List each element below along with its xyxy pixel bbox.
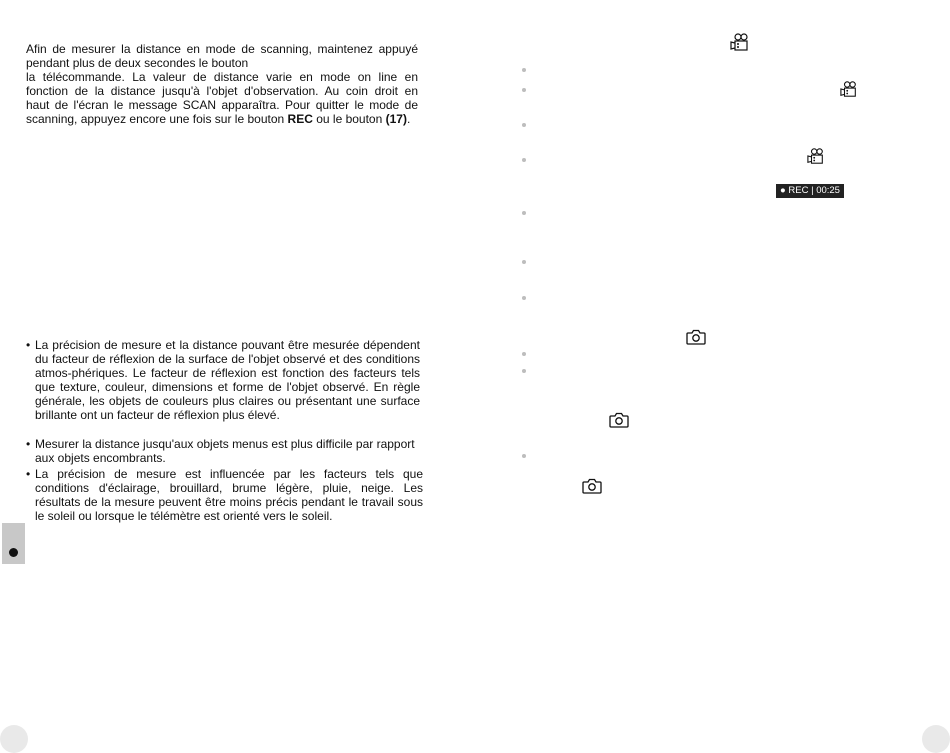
rec-keyword: REC — [287, 112, 313, 126]
scan-line-1: Afin de mesurer la distance en mode de scanning, maintenez appuyé — [26, 42, 418, 56]
scan-paragraph — [26, 42, 418, 126]
note-item-3 — [26, 467, 423, 523]
list-bullet — [522, 123, 526, 127]
rec-status-badge: ● REC | 00:25 — [776, 184, 844, 198]
scan-line-4: fonction de la distance jusqu'à l'objet d'observation. Au coin droit en — [26, 84, 418, 98]
video-camera-icon — [807, 147, 825, 165]
bullet-icon: • — [26, 437, 31, 451]
note-text-2: Mesurer la distance jusqu'aux objets menus est plus difficile par rapport aux objets encombrants. — [35, 437, 415, 465]
list-bullet — [522, 68, 526, 72]
video-camera-icon — [840, 80, 858, 98]
list-bullet — [522, 211, 526, 215]
list-bullet — [522, 88, 526, 92]
scan-line-5: haut de l'écran le message SCAN apparaîtra. Pour quitter le mode de — [26, 98, 418, 112]
section-tab-marker — [2, 523, 25, 564]
page-corner-right — [922, 725, 950, 753]
video-camera-icon — [730, 32, 750, 52]
photo-camera-icon — [582, 477, 602, 495]
scan-line-6: scanning, appuyez encore une fois sur le bouton REC ou le bouton (17). — [26, 112, 411, 126]
bullet-icon: • — [26, 338, 31, 352]
list-bullet — [522, 454, 526, 458]
photo-camera-icon — [686, 328, 706, 346]
list-bullet — [522, 352, 526, 356]
list-bullet — [522, 296, 526, 300]
note-item-1 — [26, 338, 420, 422]
button-number: (17) — [385, 112, 407, 126]
tab-dot-icon — [9, 548, 18, 557]
note-item-2 — [26, 437, 420, 465]
note-text-3: La précision de mesure est influencée par les facteurs tels que conditions d'éclairage, brouillard, brume légère, pluie, neige. Les résultats de la mesure peuvent être moins précis pendant le travail sous le soleil ou lorsque le télémètre est orienté vers le soleil. — [35, 467, 423, 523]
list-bullet — [522, 158, 526, 162]
note-text-1: La précision de mesure et la distance pouvant être mesurée dépendent du facteur de réflexion de la surface de l'objet observé et des conditions atmos-phériques. Le facteur de réflexion est fonction des facteurs tels que texture, couleur, dimensions et forme de l'objet observé. En règle générale, les objets de couleurs plus claires ou présentant une surface brillante ont un facteur de réflexion plus élevé. — [35, 338, 420, 422]
scan-line-3: la télécommande. La valeur de distance varie en mode on line en — [26, 70, 418, 84]
bullet-icon: • — [26, 467, 31, 481]
list-bullet — [522, 369, 526, 373]
photo-camera-icon — [609, 411, 629, 429]
scan-line-2: pendant plus de deux secondes le bouton — [26, 56, 249, 70]
list-bullet — [522, 260, 526, 264]
page-corner-left — [0, 725, 28, 753]
